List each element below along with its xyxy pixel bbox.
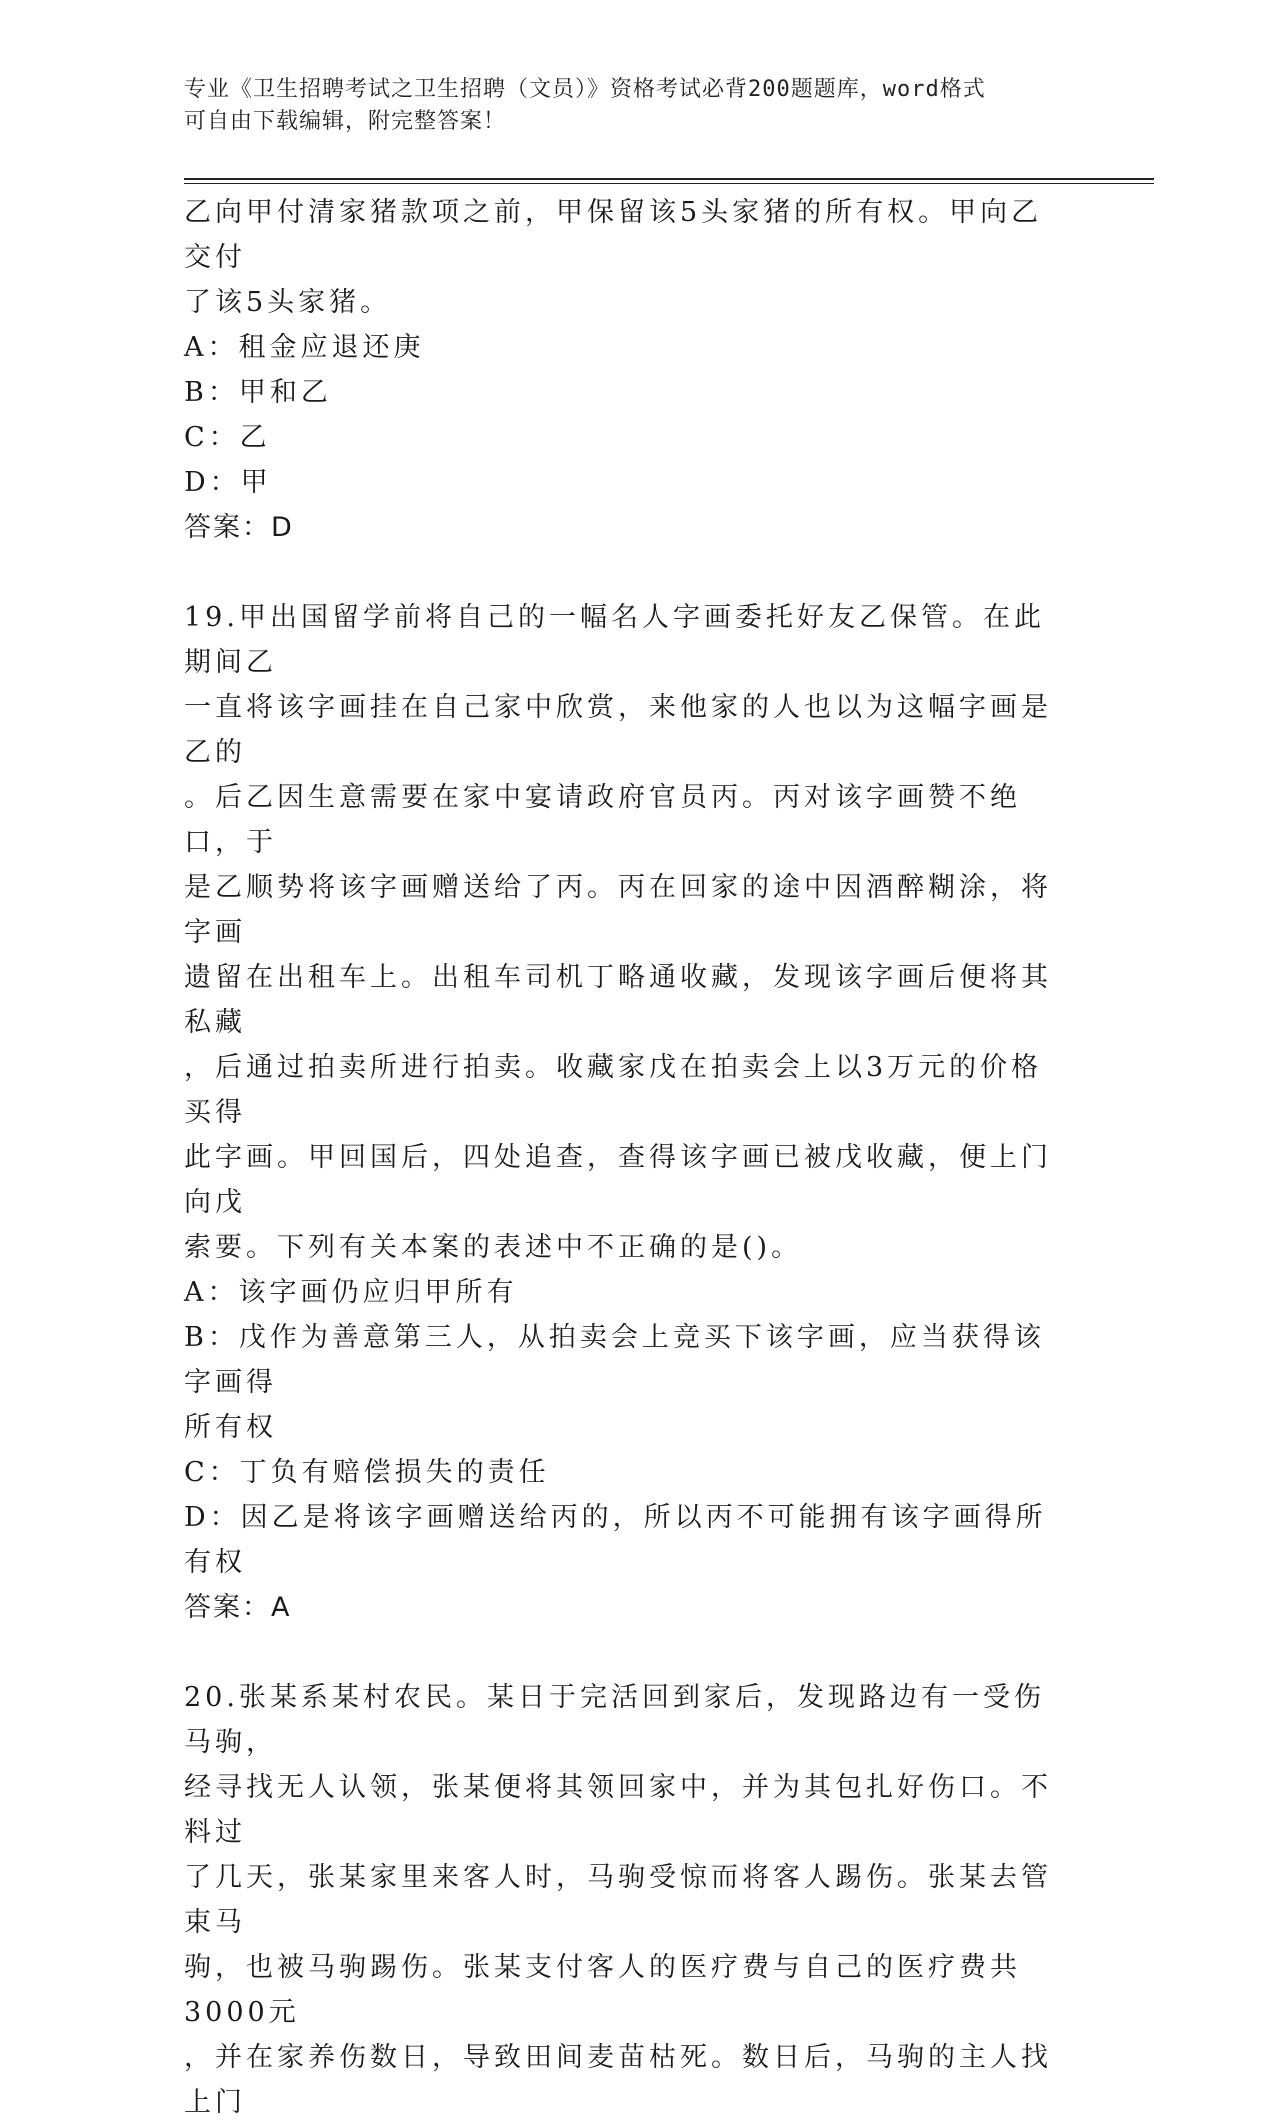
question-stem-line: 了该5头家猪。 [184,287,392,318]
question-stem-line: 是乙顺势将该字画赠送给了丙。丙在回家的途中因酒醉糊涂，将字画 [184,872,1052,948]
document-body [184,190,1064,2125]
header-title-line-2: 可自由下载编辑，附完整答案！ [184,109,507,134]
option-b-line-2: 所有权 [184,1412,277,1443]
option-b-line-1: B：戊作为善意第三人，从拍卖会上竞买下该字画，应当获得该字画得 [184,1322,1045,1398]
question-stem-line: 。后乙因生意需要在家中宴请政府官员丙。丙对该字画赞不绝口，于 [184,782,1021,858]
option-d: D：因乙是将该字画赠送给丙的，所以丙不可能拥有该字画得所有权 [184,1502,1047,1578]
question-stem-line: 经寻找无人认领，张某便将其领回家中，并为其包扎好伤口。不料过 [184,1772,1052,1848]
question-stem-line: 20.张某系某村农民。某日于完活回到家后，发现路边有一受伤马驹， [184,1682,1045,1758]
question-18 [184,190,1064,550]
option-c: C：乙 [184,422,271,453]
answer-text: 答案：D [184,512,294,543]
question-spacer [184,1630,1064,1675]
question-stem-line: 索要。下列有关本案的表述中不正确的是()。 [184,1232,803,1263]
page-header [184,74,1064,138]
question-stem-line: 一直将该字画挂在自己家中欣赏，来他家的人也以为这幅字画是乙的 [184,692,1052,768]
option-c: C：丁负有赔偿损失的责任 [184,1457,550,1488]
question-stem-line: 乙向甲付清家猪款项之前，甲保留该5头家猪的所有权。甲向乙交付 [184,197,1043,273]
question-stem-line: ，后通过拍卖所进行拍卖。收藏家戊在拍卖会上以3万元的价格买得 [184,1052,1043,1128]
question-stem-line: 了几天，张某家里来客人时，马驹受惊而将客人踢伤。张某去管束马 [184,1862,1052,1938]
question-19 [184,595,1064,1630]
question-stem-line: ，并在家养伤数日，导致田间麦苗枯死。数日后，马驹的主人找上门 [184,2042,1052,2118]
question-stem-line: 此字画。甲回国后，四处追查，查得该字画已被戊收藏，便上门向戊 [184,1142,1052,1218]
option-a: A：该字画仍应归甲所有 [184,1277,518,1308]
question-stem-line: 驹，也被马驹踢伤。张某支付客人的医疗费与自己的医疗费共3000元 [184,1952,1021,2028]
header-title-line-1: 专业《卫生招聘考试之卫生招聘（文员）》资格考试必背200题题库，word格式 [184,77,986,102]
header-divider [184,178,1154,184]
question-stem-line: 遗留在出租车上。出租车司机丁略通收藏，发现该字画后便将其私藏 [184,962,1052,1038]
option-a: A：租金应退还庚 [184,332,425,363]
question-stem-line: 19.甲出国留学前将自己的一幅名人字画委托好友乙保管。在此期间乙 [184,602,1045,678]
question-20 [184,1675,1064,2125]
option-b: B：甲和乙 [184,377,332,408]
question-spacer [184,550,1064,595]
answer-text: 答案：A [184,1592,292,1623]
option-d: D：甲 [184,467,272,498]
